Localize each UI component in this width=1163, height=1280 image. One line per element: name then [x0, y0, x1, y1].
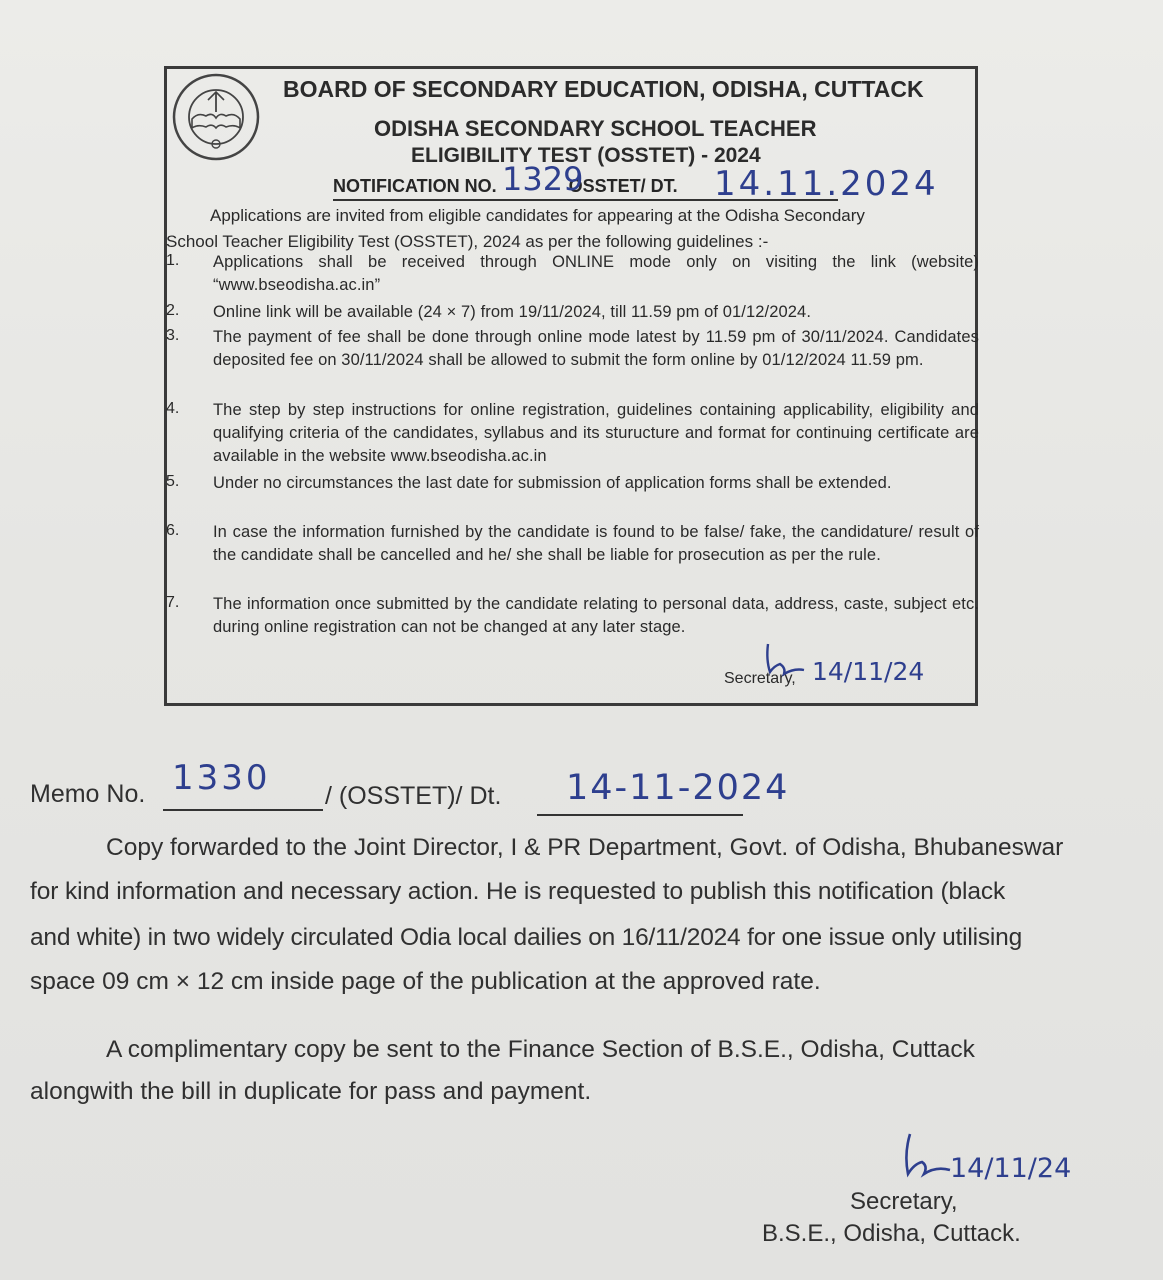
- intro-line-2: School Teacher Eligibility Test (OSSTET), 2024 as per the following guidelines :-: [166, 232, 769, 251]
- memo-body-line: and white) in two widely circulated Odia local dailies on 16/11/2024 for one issue only utilising: [30, 924, 1023, 951]
- guideline-number: 3.: [166, 327, 180, 344]
- guideline-number: 4.: [166, 400, 180, 417]
- memo-date-underline: [537, 814, 743, 816]
- secretary-title: Secretary,: [850, 1188, 958, 1215]
- guideline-item: In case the information furnished by the candidate is found to be false/ fake, the candidature/ result of the candidate shall be cancelled and he/ she shall be liable for prosecution as per the rule.: [213, 523, 979, 564]
- guideline-item: Under no circumstances the last date for submission of application forms shall be extended.: [213, 474, 892, 492]
- bse-seal-icon: [168, 72, 264, 162]
- memo-label: Memo No.: [30, 780, 146, 808]
- memo-number-underline: [163, 809, 323, 811]
- notification-date-handwritten: 14.11.2024: [714, 164, 939, 204]
- guideline-item: The payment of fee shall be done through online mode latest by 11.59 pm of 30/11/2024. Candidates deposited fee on 30/11/2024 shall be allowed to submit the form online by 01/12/2024 11.59 pm.: [213, 328, 979, 369]
- intro-line-1: Applications are invited from eligible candidates for appearing at the Odisha Secondary: [210, 206, 865, 225]
- guideline-number: 1.: [166, 252, 180, 269]
- memo-number-handwritten: 1330: [172, 758, 271, 798]
- exam-title-line1: ODISHA SECONDARY SCHOOL TEACHER: [374, 116, 817, 141]
- memo-middle: / (OSSTET)/ Dt.: [325, 782, 502, 810]
- box-signature-icon: [760, 640, 820, 680]
- guideline-number: 6.: [166, 522, 180, 539]
- memo-date-handwritten: 14-11-2024: [566, 768, 790, 808]
- board-title: BOARD OF SECONDARY EDUCATION, ODISHA, CUTTACK: [283, 76, 924, 102]
- guideline-item: Online link will be available (24 × 7) from 19/11/2024, till 11.59 pm of 01/12/2024.: [213, 303, 812, 321]
- box-secretary-label: Secretary,: [724, 670, 796, 687]
- guideline-number: 2.: [166, 302, 180, 319]
- guideline-item: The step by step instructions for online registration, guidelines containing applicability, eligibility and qualifying criteria of the candidates, syllabus and its sturucture and format for continuing certificate are available in the website www.bseodisha.ac.in: [213, 401, 979, 465]
- notification-prefix: NOTIFICATION NO.: [333, 176, 497, 196]
- memo-body-line: alongwith the bill in duplicate for pass and payment.: [30, 1078, 592, 1105]
- guideline-item: Applications shall be received through ONLINE mode only on visiting the link (website) “www.bseodisha.ac.in”: [213, 253, 979, 294]
- memo-body-line: Copy forwarded to the Joint Director, I & PR Department, Govt. of Odisha, Bhubaneswar: [106, 834, 1064, 861]
- secretary-office: B.S.E., Odisha, Cuttack.: [762, 1220, 1021, 1247]
- notification-middle: OSSTET/ DT.: [568, 176, 678, 196]
- memo-body-line: A complimentary copy be sent to the Finance Section of B.S.E., Odisha, Cuttack: [106, 1036, 975, 1063]
- guideline-number: 7.: [166, 594, 180, 611]
- box-signature-date: 14/11/24: [812, 657, 925, 686]
- exam-title-line2: ELIGIBILITY TEST (OSSTET) - 2024: [411, 144, 761, 167]
- notification-number-handwritten: 1329: [502, 160, 584, 198]
- memo-body-line: space 09 cm × 12 cm inside page of the publication at the approved rate.: [30, 968, 821, 995]
- guideline-item: The information once submitted by the candidate relating to personal data, address, caste, subject etc. during online registration can not be changed at any later stage.: [213, 595, 979, 636]
- guideline-number: 5.: [166, 473, 180, 490]
- secretary-signature-date: 14/11/24: [950, 1153, 1072, 1184]
- memo-body-line: for kind information and necessary action. He is requested to publish this notification (black: [30, 878, 1006, 905]
